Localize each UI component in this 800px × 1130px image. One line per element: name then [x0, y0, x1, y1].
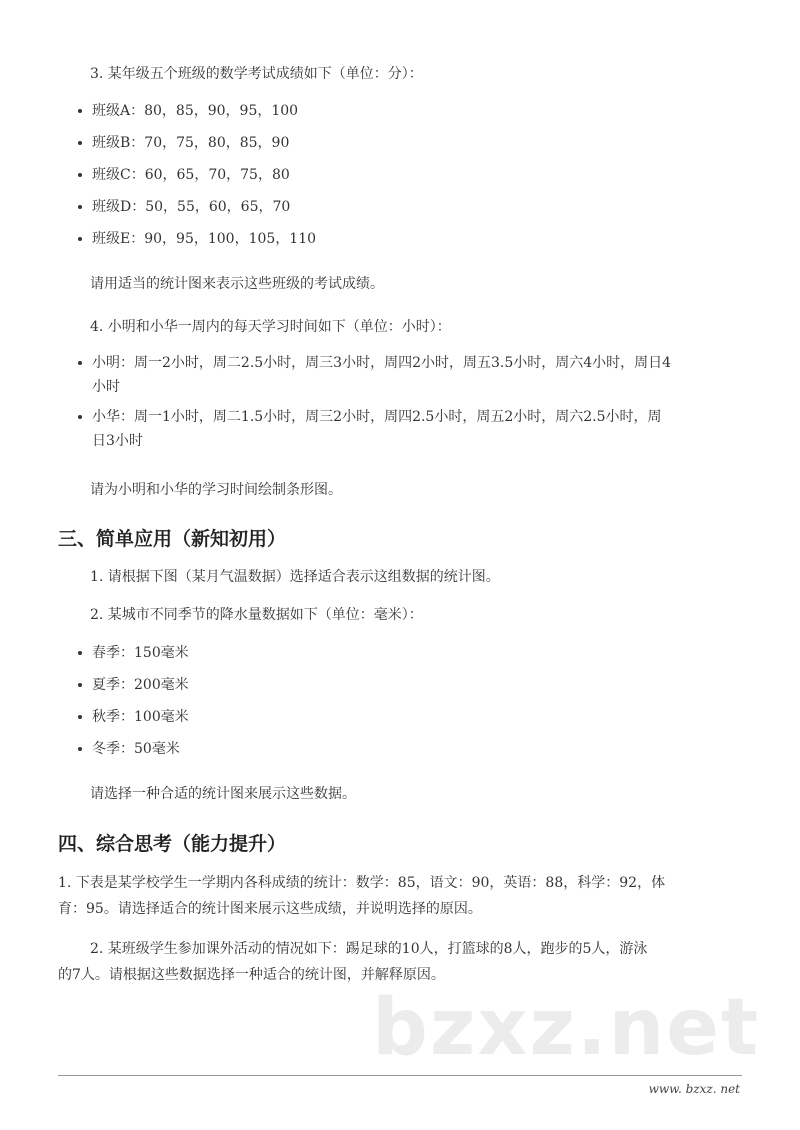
section-3-question-2-title: 2. 某城市不同季节的降水量数据如下（单位：毫米）： — [90, 607, 423, 623]
section-4-heading: 四、综合思考（能力提升） — [58, 833, 287, 855]
watermark: bzxz.net — [372, 983, 761, 1073]
question-4-title: 4. 小明和小华一周内的每天学习时间如下（单位：小时）： — [90, 319, 451, 335]
section-4-question-1-line-2: 育：95。请选择适合的统计图来展示这些成绩，并说明选择的原因。 — [58, 901, 482, 917]
bullet-icon — [78, 109, 82, 113]
bullet-icon — [78, 415, 82, 419]
section-3-heading: 三、简单应用（新知初用） — [58, 528, 287, 550]
question-3-instruction: 请用适当的统计图来表示这些班级的考试成绩。 — [90, 276, 384, 292]
bullet-icon — [78, 205, 82, 209]
section-4-question-2-line-2: 的7人。请根据这些数据选择一种适合的统计图，并解释原因。 — [58, 967, 445, 983]
bullet-icon — [78, 683, 82, 687]
section-4-question-1-line-1: 1. 下表是某学校学生一学期内各科成绩的统计：数学：85，语文：90，英语：88，科学：92，体 — [58, 875, 666, 891]
section-4-question-2-line-1: 2. 某班级学生参加课外活动的情况如下：踢足球的10人，打篮球的8人，跑步的5人，游泳 — [90, 941, 648, 957]
question-4-instruction: 请为小明和小华的学习时间绘制条形图。 — [90, 482, 342, 498]
bullet-icon — [78, 747, 82, 751]
bullet-icon — [78, 141, 82, 145]
bullet-icon — [78, 361, 82, 365]
bullet-icon — [78, 715, 82, 719]
footer-url: www. bzxz. net — [648, 1082, 740, 1096]
bullet-icon — [78, 237, 82, 241]
footer-divider — [58, 1075, 742, 1076]
section-3-question-1: 1. 请根据下图（某月气温数据）选择适合表示这组数据的统计图。 — [90, 569, 500, 585]
bullet-icon — [78, 173, 82, 177]
bullet-icon — [78, 651, 82, 655]
question-3-title: 3. 某年级五个班级的数学考试成绩如下（单位：分）： — [90, 66, 423, 82]
section-3-question-2-instruction: 请选择一种合适的统计图来展示这些数据。 — [90, 786, 356, 802]
